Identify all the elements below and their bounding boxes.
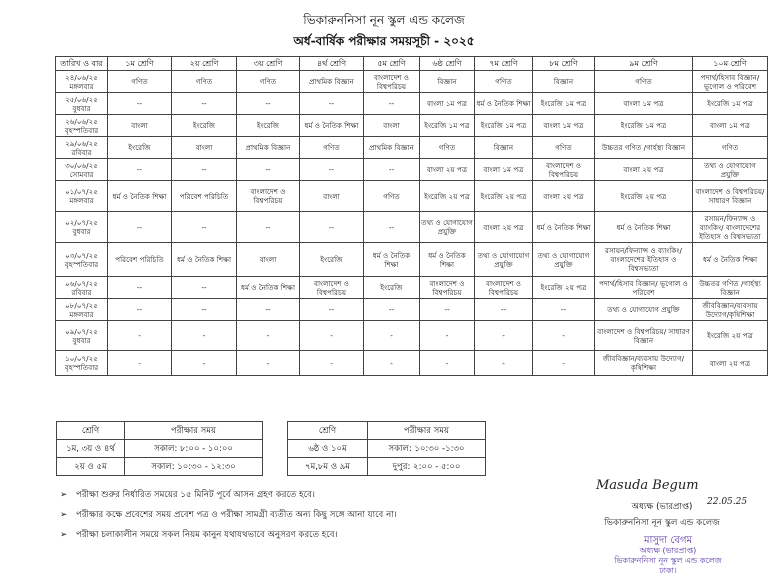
subject-cell: ইংরেজি xyxy=(300,243,364,277)
col-header-class: ৬ষ্ঠ শ্রেণি xyxy=(420,57,475,71)
subject-cell: ইংরেজি xyxy=(237,115,300,137)
subject-cell: - xyxy=(533,321,595,351)
subject-cell: বাংলা ২য় পত্র xyxy=(533,181,595,212)
instruction-item: ➢ পরীক্ষার কক্ষে প্রবেশের সময় প্রবেশ পত্র ও পরীক্ষা সামগ্রী ব্যতীত অন্য কিছু সঙ্গে আনা যাবে না। xyxy=(60,505,397,525)
timing-table-right xyxy=(287,421,486,476)
date-cell xyxy=(56,277,108,299)
subject-cell: - xyxy=(300,321,364,351)
subject-cell: বাংলাদেশ ও বিশ্বপরিচয় xyxy=(420,277,475,299)
exam-date: ০৯/০৭/২৫ xyxy=(65,326,98,336)
date-cell xyxy=(56,212,108,243)
stamp-name: মাসুদা বেগম xyxy=(643,535,693,546)
subject-cell: - xyxy=(420,321,475,351)
subject-cell: বাংলাদেশ ও বিশ্বপরিচয় xyxy=(533,159,595,181)
subject-cell: গণিত xyxy=(108,71,172,93)
subject-cell: ধর্ম ও নৈতিক শিক্ষা xyxy=(364,243,420,277)
subject-cell: - xyxy=(237,351,300,376)
exam-day: মঙ্গলবার xyxy=(69,81,94,91)
timing-class: ১ম, ৩য় ও ৪র্থ xyxy=(57,440,125,458)
date-cell xyxy=(56,351,108,376)
col-header-class: ৫ম শ্রেণি xyxy=(364,57,420,71)
handwritten-signature: Masuda Begum xyxy=(596,478,699,493)
instruction-item: ➢ পরীক্ষা চলাকালীন সময়ে সকল নিয়ম কানুন যথাযথভাবে অনুসরণ করতে হবে। xyxy=(60,525,397,545)
date-cell xyxy=(56,115,108,137)
subject-cell: ইংরেজি ২য় পত্র xyxy=(533,277,595,299)
date-cell xyxy=(56,159,108,181)
routine-row xyxy=(56,93,768,115)
subject-cell: -- xyxy=(108,93,172,115)
col-header-date: তারিখ ও বার xyxy=(56,57,108,71)
timing-col-time: পরীক্ষার সময় xyxy=(368,422,486,440)
stamp-role: অধ্যক্ষ (ভারপ্রাপ্ত) xyxy=(639,546,697,555)
subject-cell: প্রাথমিক বিজ্ঞান xyxy=(364,137,420,159)
routine-row xyxy=(56,181,768,212)
exam-day: রবিবার xyxy=(71,287,92,297)
subject-cell: -- xyxy=(237,159,300,181)
subject-cell: -- xyxy=(475,299,533,321)
routine-row xyxy=(56,299,768,321)
subject-cell: -- xyxy=(172,93,237,115)
exam-day: রবিবার xyxy=(71,147,92,157)
subject-cell: প্রাথমিক বিজ্ঞান xyxy=(237,137,300,159)
subject-cell: উচ্চতর গণিত /গার্হস্থ্য বিজ্ঞান xyxy=(693,277,768,299)
arrow-bullet-icon: ➢ xyxy=(60,490,68,500)
exam-date: ২৫/০৬/২৫ xyxy=(65,94,98,104)
exam-day: বুধবার xyxy=(72,227,91,236)
subject-cell: - xyxy=(420,351,475,376)
date-cell xyxy=(56,321,108,351)
subject-cell: বাংলা ২য় পত্র xyxy=(475,212,533,243)
subject-cell: ধর্ম ও নৈতিক শিক্ষা xyxy=(172,243,237,277)
subject-cell: ইংরেজি xyxy=(172,115,237,137)
subject-cell: বাংলা ১ম পত্র xyxy=(595,93,693,115)
timing-table-left xyxy=(56,421,263,476)
subject-cell: - xyxy=(364,321,420,351)
col-header-class: ১ম শ্রেণি xyxy=(108,57,172,71)
col-header-class: ৩য় শ্রেণি xyxy=(237,57,300,71)
routine-row xyxy=(56,277,768,299)
subject-cell: প্রাথমিক বিজ্ঞান xyxy=(300,71,364,93)
subject-cell: ধর্ম ও নৈতিক শিক্ষা xyxy=(533,212,595,243)
routine-title: অর্ধ-বার্ষিক পরীক্ষার সময়সূচী - ২০২৫ xyxy=(293,34,475,48)
subject-cell: গণিত xyxy=(172,71,237,93)
subject-cell: -- xyxy=(237,93,300,115)
exam-date: ১০/০৭/২৫ xyxy=(65,354,98,363)
subject-cell: বাংলাদেশ ও বিশ্বপরিচয় xyxy=(300,277,364,299)
subject-cell: - xyxy=(237,321,300,351)
subject-cell: - xyxy=(300,351,364,376)
routine-row xyxy=(56,321,768,351)
subject-cell: বাংলাদেশ ও বিশ্বপরিচয়/ সাধারণ বিজ্ঞান xyxy=(595,321,693,351)
subject-cell: ধর্ম ও নৈতিক শিক্ষা xyxy=(108,181,172,212)
subject-cell: পদার্থ/হিসাব বিজ্ঞান/ ভূগোল ও পরিবেশ xyxy=(595,277,693,299)
school-name: ভিকারুননিসা নূন স্কুল এন্ড কলেজ xyxy=(303,13,465,27)
subject-cell: -- xyxy=(108,299,172,321)
subject-cell: -- xyxy=(364,299,420,321)
subject-cell: গণিত xyxy=(364,181,420,212)
subject-cell: ইংরেজি ২য় পত্র xyxy=(595,181,693,212)
exam-day: বৃহস্পতিবার xyxy=(64,259,99,269)
col-header-class: ৭ম শ্রেণি xyxy=(475,57,533,71)
exam-day: বুধবার xyxy=(72,103,91,113)
date-cell xyxy=(56,137,108,159)
subject-cell: ইংরেজি ১ম পত্র xyxy=(693,93,768,115)
routine-row xyxy=(56,243,768,277)
subject-cell: বাংলা ২য় পত্র xyxy=(693,351,768,376)
subject-cell: বাংলা xyxy=(300,181,364,212)
timing-class: ২য় ও ৫ম xyxy=(57,458,125,476)
exam-date: ২৪/০৬/২৫ xyxy=(65,72,98,82)
subject-cell: তথ্য ও যোগাযোগ প্রযুক্তি xyxy=(533,243,595,277)
subject-cell: - xyxy=(364,351,420,376)
subject-cell: - xyxy=(172,351,237,376)
exam-day: সোমবার xyxy=(69,169,94,179)
subject-cell: -- xyxy=(533,299,595,321)
subject-cell: -- xyxy=(364,212,420,243)
routine-row xyxy=(56,212,768,243)
subject-cell: ধর্ম ও নৈতিক শিক্ষা xyxy=(475,93,533,115)
date-cell xyxy=(56,243,108,277)
subject-cell: -- xyxy=(172,299,237,321)
subject-cell: -- xyxy=(172,277,237,299)
subject-cell: বাংলা ১ম পত্র xyxy=(693,115,768,137)
subject-cell: - xyxy=(108,321,172,351)
exam-day: মঙ্গলবার xyxy=(69,309,94,319)
subject-cell: -- xyxy=(300,299,364,321)
subject-cell: ধর্ম ও নৈতিক শিক্ষা xyxy=(420,243,475,277)
exam-date: ০৬/০৭/২৫ xyxy=(65,278,98,288)
subject-cell: ইংরেজি ১ম পত্র xyxy=(420,115,475,137)
timing-time: সকাল: ১০:৩০ -১:৩০ xyxy=(368,440,486,458)
subject-cell: বাংলাদেশ ও বিশ্বপরিচয় xyxy=(364,71,420,93)
subject-cell: ইংরেজি ২য় পত্র xyxy=(693,321,768,351)
subject-cell: গণিত xyxy=(533,137,595,159)
subject-cell: বাংলাদেশ ও বিশ্বপরিচয় xyxy=(237,181,300,212)
subject-cell: রসায়ন/ফিন্যান্স ও ব্যাংকিং/ বাংলাদেশের ইতিহাস ও বিশ্বসভ্যতা xyxy=(595,243,693,277)
signature-date: 22.05.25 xyxy=(707,497,748,507)
routine-row xyxy=(56,115,768,137)
exam-date: ০৩/০৭/২৫ xyxy=(65,250,98,260)
routine-header-row xyxy=(56,57,768,71)
subject-cell: জীববিজ্ঞান/ব্যবসায় উদ্যোগ/কৃষিশিক্ষা xyxy=(595,351,693,376)
exam-date: ০১/০৭/২৫ xyxy=(65,187,98,196)
timing-class: ৬ষ্ঠ ও ১০ম xyxy=(288,440,368,458)
subject-cell: গণিত xyxy=(237,71,300,93)
subject-cell: গণিত xyxy=(300,137,364,159)
subject-cell: ধর্ম ও নৈতিক শিক্ষা xyxy=(300,115,364,137)
subject-cell: বাংলাদেশ ও বিশ্বপরিচয় xyxy=(475,277,533,299)
subject-cell: বাংলা ১ম পত্র xyxy=(420,93,475,115)
routine-row xyxy=(56,71,768,93)
subject-cell: -- xyxy=(108,159,172,181)
subject-cell: -- xyxy=(237,299,300,321)
subject-cell: বাংলা xyxy=(237,243,300,277)
timing-time: সকাল: ১০:৩০ - ১২:৩০ xyxy=(125,458,263,476)
official-stamp xyxy=(594,536,742,576)
exam-date: ৩০/০৬/২৫ xyxy=(65,160,98,170)
stamp-institution: ভিকারুননিসা নূন স্কুল এন্ড কলেজ xyxy=(614,556,722,565)
col-header-class: ২য় শ্রেণি xyxy=(172,57,237,71)
arrow-bullet-icon: ➢ xyxy=(60,510,68,520)
subject-cell: তথ্য ও যোগাযোগ প্রযুক্তি xyxy=(420,212,475,243)
subject-cell: -- xyxy=(364,159,420,181)
subject-cell: পদার্থ/হিসাব বিজ্ঞান/ ভূগোল ও পরিবেশ xyxy=(693,71,768,93)
subject-cell: - xyxy=(475,321,533,351)
subject-cell: বাংলা ১ম পত্র xyxy=(475,159,533,181)
subject-cell: -- xyxy=(108,277,172,299)
subject-cell: ইংরেজি xyxy=(108,137,172,159)
exam-routine-table xyxy=(55,56,768,376)
subject-cell: -- xyxy=(420,299,475,321)
subject-cell: বাংলা ২য় পত্র xyxy=(420,159,475,181)
principal-role: অধ্যক্ষ (ভারপ্রাপ্ত) xyxy=(631,502,693,512)
subject-cell: -- xyxy=(300,212,364,243)
subject-cell: বাংলা xyxy=(108,115,172,137)
exam-date: ০২/০৭/২৫ xyxy=(65,218,98,227)
stamp-city: ঢাকা। xyxy=(659,566,677,575)
timing-col-time: পরীক্ষার সময় xyxy=(125,422,263,440)
exam-day: বুধবার xyxy=(72,335,91,345)
timing-time: সকাল: ৮:০০ - ১০:০০ xyxy=(125,440,263,458)
subject-cell: - xyxy=(533,351,595,376)
subject-cell: ইংরেজি ২য় পত্র xyxy=(475,181,533,212)
subject-cell: -- xyxy=(364,93,420,115)
subject-cell: ধর্ম ও নৈতিক শিক্ষা xyxy=(693,243,768,277)
subject-cell: বাংলা ১ম পত্র xyxy=(533,115,595,137)
subject-cell: -- xyxy=(300,93,364,115)
subject-cell: গণিত xyxy=(420,137,475,159)
subject-cell: বাংলা xyxy=(172,137,237,159)
date-cell xyxy=(56,181,108,212)
subject-cell: তথ্য ও যোগাযোগ প্রযুক্তি xyxy=(595,299,693,321)
exam-date: ০৮/০৭/২৫ xyxy=(65,300,98,310)
arrow-bullet-icon: ➢ xyxy=(60,530,68,540)
subject-cell: বিজ্ঞান xyxy=(533,71,595,93)
subject-cell: - xyxy=(172,321,237,351)
instruction-item: ➢ পরীক্ষা শুরুর নির্ধারিত সময়ের ১৫ মিনিট পূর্বে আসন গ্রহণ করতে হবে। xyxy=(60,485,397,505)
col-header-class: ৪র্থ শ্রেণি xyxy=(300,57,364,71)
subject-cell: -- xyxy=(300,159,364,181)
exam-date: ২৯/০৬/২৫ xyxy=(65,138,98,148)
subject-cell: পরিবেশ পরিচিতি xyxy=(172,181,237,212)
subject-cell: ধর্ম ও নৈতিক শিক্ষা xyxy=(595,212,693,243)
subject-cell: ইংরেজি ১ম পত্র xyxy=(533,93,595,115)
subject-cell: গণিত xyxy=(693,137,768,159)
subject-cell: বাংলা ২য় পত্র xyxy=(595,159,693,181)
instructions-list xyxy=(60,485,397,545)
principal-institution: ভিকারুননিসা নূন স্কুল এন্ড কলেজ xyxy=(604,518,720,528)
subject-cell: বিজ্ঞান xyxy=(420,71,475,93)
subject-cell: তথ্য ও যোগাযোগ প্রযুক্তি xyxy=(693,159,768,181)
subject-cell: ইংরেজি xyxy=(364,277,420,299)
subject-cell: - xyxy=(108,351,172,376)
subject-cell: গণিত xyxy=(475,71,533,93)
subject-cell: - xyxy=(475,351,533,376)
subject-cell: -- xyxy=(172,159,237,181)
subject-cell: গণিত xyxy=(595,71,693,93)
exam-day: মঙ্গলবার xyxy=(69,196,94,205)
subject-cell: -- xyxy=(108,212,172,243)
col-header-class: ১০ম শ্রেণি xyxy=(693,57,768,71)
subject-cell: বাংলা xyxy=(364,115,420,137)
routine-row xyxy=(56,351,768,376)
subject-cell: বাংলাদেশ ও বিশ্বপরিচয়/ সাধারণ বিজ্ঞান xyxy=(693,181,768,212)
col-header-class: ৯ম শ্রেণি xyxy=(595,57,693,71)
date-cell xyxy=(56,299,108,321)
date-cell xyxy=(56,93,108,115)
subject-cell: রসায়ন/ফিন্যান্স ও ব্যাংকিং/ বাংলাদেশের ইতিহাস ও বিশ্বসভ্যতা xyxy=(693,212,768,243)
subject-cell: -- xyxy=(172,212,237,243)
subject-cell: উচ্চতর গণিত /গার্হস্থ্য বিজ্ঞান xyxy=(595,137,693,159)
subject-cell: ইংরেজি ১ম পত্র xyxy=(595,115,693,137)
routine-row xyxy=(56,159,768,181)
subject-cell: ইংরেজি ১ম পত্র xyxy=(475,115,533,137)
exam-date: ২৬/০৬/২৫ xyxy=(65,116,98,126)
subject-cell: জীববিজ্ঞান/ব্যবসায় উদ্যোগ/কৃষিশিক্ষা xyxy=(693,299,768,321)
subject-cell: ধর্ম ও নৈতিক শিক্ষা xyxy=(237,277,300,299)
subject-cell: -- xyxy=(237,212,300,243)
timing-col-class: শ্রেণি xyxy=(57,422,125,440)
subject-cell: বিজ্ঞান xyxy=(475,137,533,159)
subject-cell: তথ্য ও যোগাযোগ প্রযুক্তি xyxy=(475,243,533,277)
routine-row xyxy=(56,137,768,159)
subject-cell: পরিবেশ পরিচিতি xyxy=(108,243,172,277)
subject-cell: ইংরেজি ২য় পত্র xyxy=(420,181,475,212)
exam-day: বৃহস্পতিবার xyxy=(64,363,99,372)
exam-day: বৃহস্পতিবার xyxy=(64,125,99,135)
col-header-class: ৮ম শ্রেণি xyxy=(533,57,595,71)
date-cell xyxy=(56,71,108,93)
timing-col-class: শ্রেণি xyxy=(288,422,368,440)
timing-class: ৭ম,৮ম ও ৯ম xyxy=(288,458,368,476)
timing-time: দুপুর: ২:০০ - ৫:০০ xyxy=(368,458,486,476)
